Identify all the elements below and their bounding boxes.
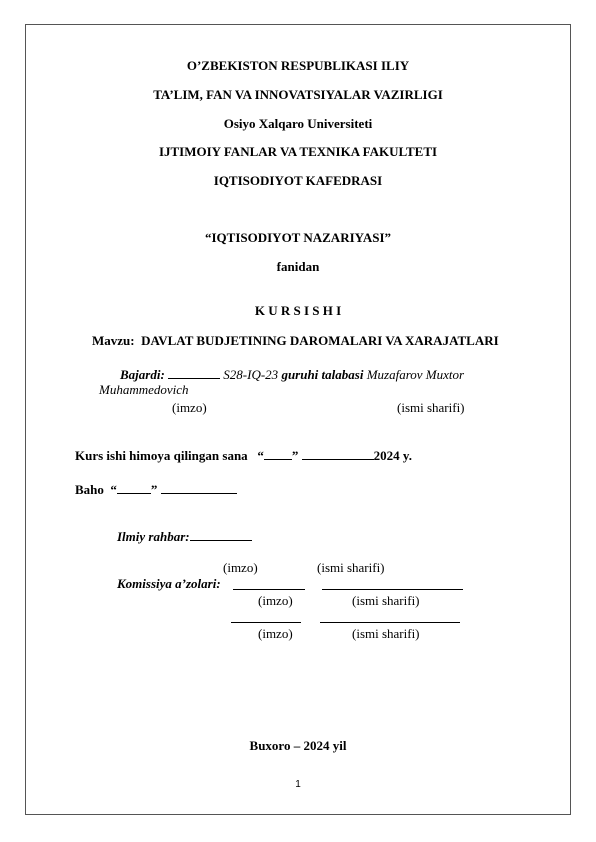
supervisor-blank xyxy=(190,528,252,541)
performer-blank xyxy=(168,366,220,379)
commission-sign-caption-1: (imzo) xyxy=(258,593,293,608)
grade-word-blank xyxy=(161,481,237,494)
commission-name-line-1 xyxy=(322,589,463,590)
commission-name-caption-2: (ismi sharifi) xyxy=(352,626,420,641)
performer-name-2: Muhammedovich xyxy=(99,382,189,397)
grade-score-blank xyxy=(117,481,151,494)
performer-sign-caption: (imzo) xyxy=(172,400,207,415)
supervisor-label: Ilmiy rahbar: xyxy=(117,529,190,544)
commission-sign-line-1 xyxy=(233,589,305,590)
subject-name: “IQTISODIYOT NAZARIYASI” xyxy=(204,230,392,245)
commission-name-line-2 xyxy=(320,622,460,623)
performer-line xyxy=(120,366,464,383)
performer-group: S28-IQ-23 xyxy=(223,367,279,382)
grade-close-quote: ” xyxy=(150,482,158,497)
page-border xyxy=(25,24,571,815)
subject-suffix: fanidan xyxy=(276,259,320,274)
work-type-title: K U R S I S H I xyxy=(254,303,342,318)
defense-year: 2024 y. xyxy=(373,448,412,463)
defense-line xyxy=(75,447,412,464)
grade-line xyxy=(75,481,237,498)
performer-name-1: Muzafarov Muxtor xyxy=(366,367,465,382)
commission-sign-caption-2: (imzo) xyxy=(258,626,293,641)
city-year: Buxoro – 2024 yil xyxy=(249,738,347,753)
faculty-name: IJTIMOIY FANLAR VA TEXNIKA FAKULTETI xyxy=(158,144,438,159)
university-name: Osiyo Xalqaro Universiteti xyxy=(223,116,373,131)
grade-label: Baho xyxy=(75,482,104,497)
commission-name-caption-1: (ismi sharifi) xyxy=(352,593,420,608)
defense-close-quote: ” xyxy=(291,448,299,463)
performer-label: Bajardi: xyxy=(120,367,165,382)
topic-line xyxy=(92,333,499,349)
topic-label: Mavzu: xyxy=(92,333,135,348)
page-number: 1 xyxy=(295,779,301,790)
performer-group-suffix: guruhi talabasi xyxy=(281,367,364,382)
grade-open-quote: “ xyxy=(110,482,117,497)
ministry-line-1: O’ZBEKISTON RESPUBLIKASI ILIY xyxy=(186,58,410,73)
defense-open-quote: “ xyxy=(257,448,264,463)
commission-label: Komissiya a’zolari: xyxy=(117,576,221,591)
supervisor-sign-caption: (imzo) xyxy=(223,560,258,575)
performer-name-caption: (ismi sharifi) xyxy=(397,400,465,415)
commission-sign-line-2 xyxy=(231,622,301,623)
topic-value: DAVLAT BUDJETINING DAROMALARI VA XARAJATLARI xyxy=(141,333,499,348)
supervisor-line xyxy=(117,528,252,545)
department-name: IQTISODIYOT KAFEDRASI xyxy=(213,173,383,188)
defense-label: Kurs ishi himoya qilingan sana xyxy=(75,448,248,463)
defense-day-blank xyxy=(264,447,292,460)
ministry-line-2: TA’LIM, FAN VA INNOVATSIYALAR VAZIRLIGI xyxy=(153,87,443,102)
defense-month-blank xyxy=(302,447,374,460)
supervisor-name-caption: (ismi sharifi) xyxy=(317,560,385,575)
